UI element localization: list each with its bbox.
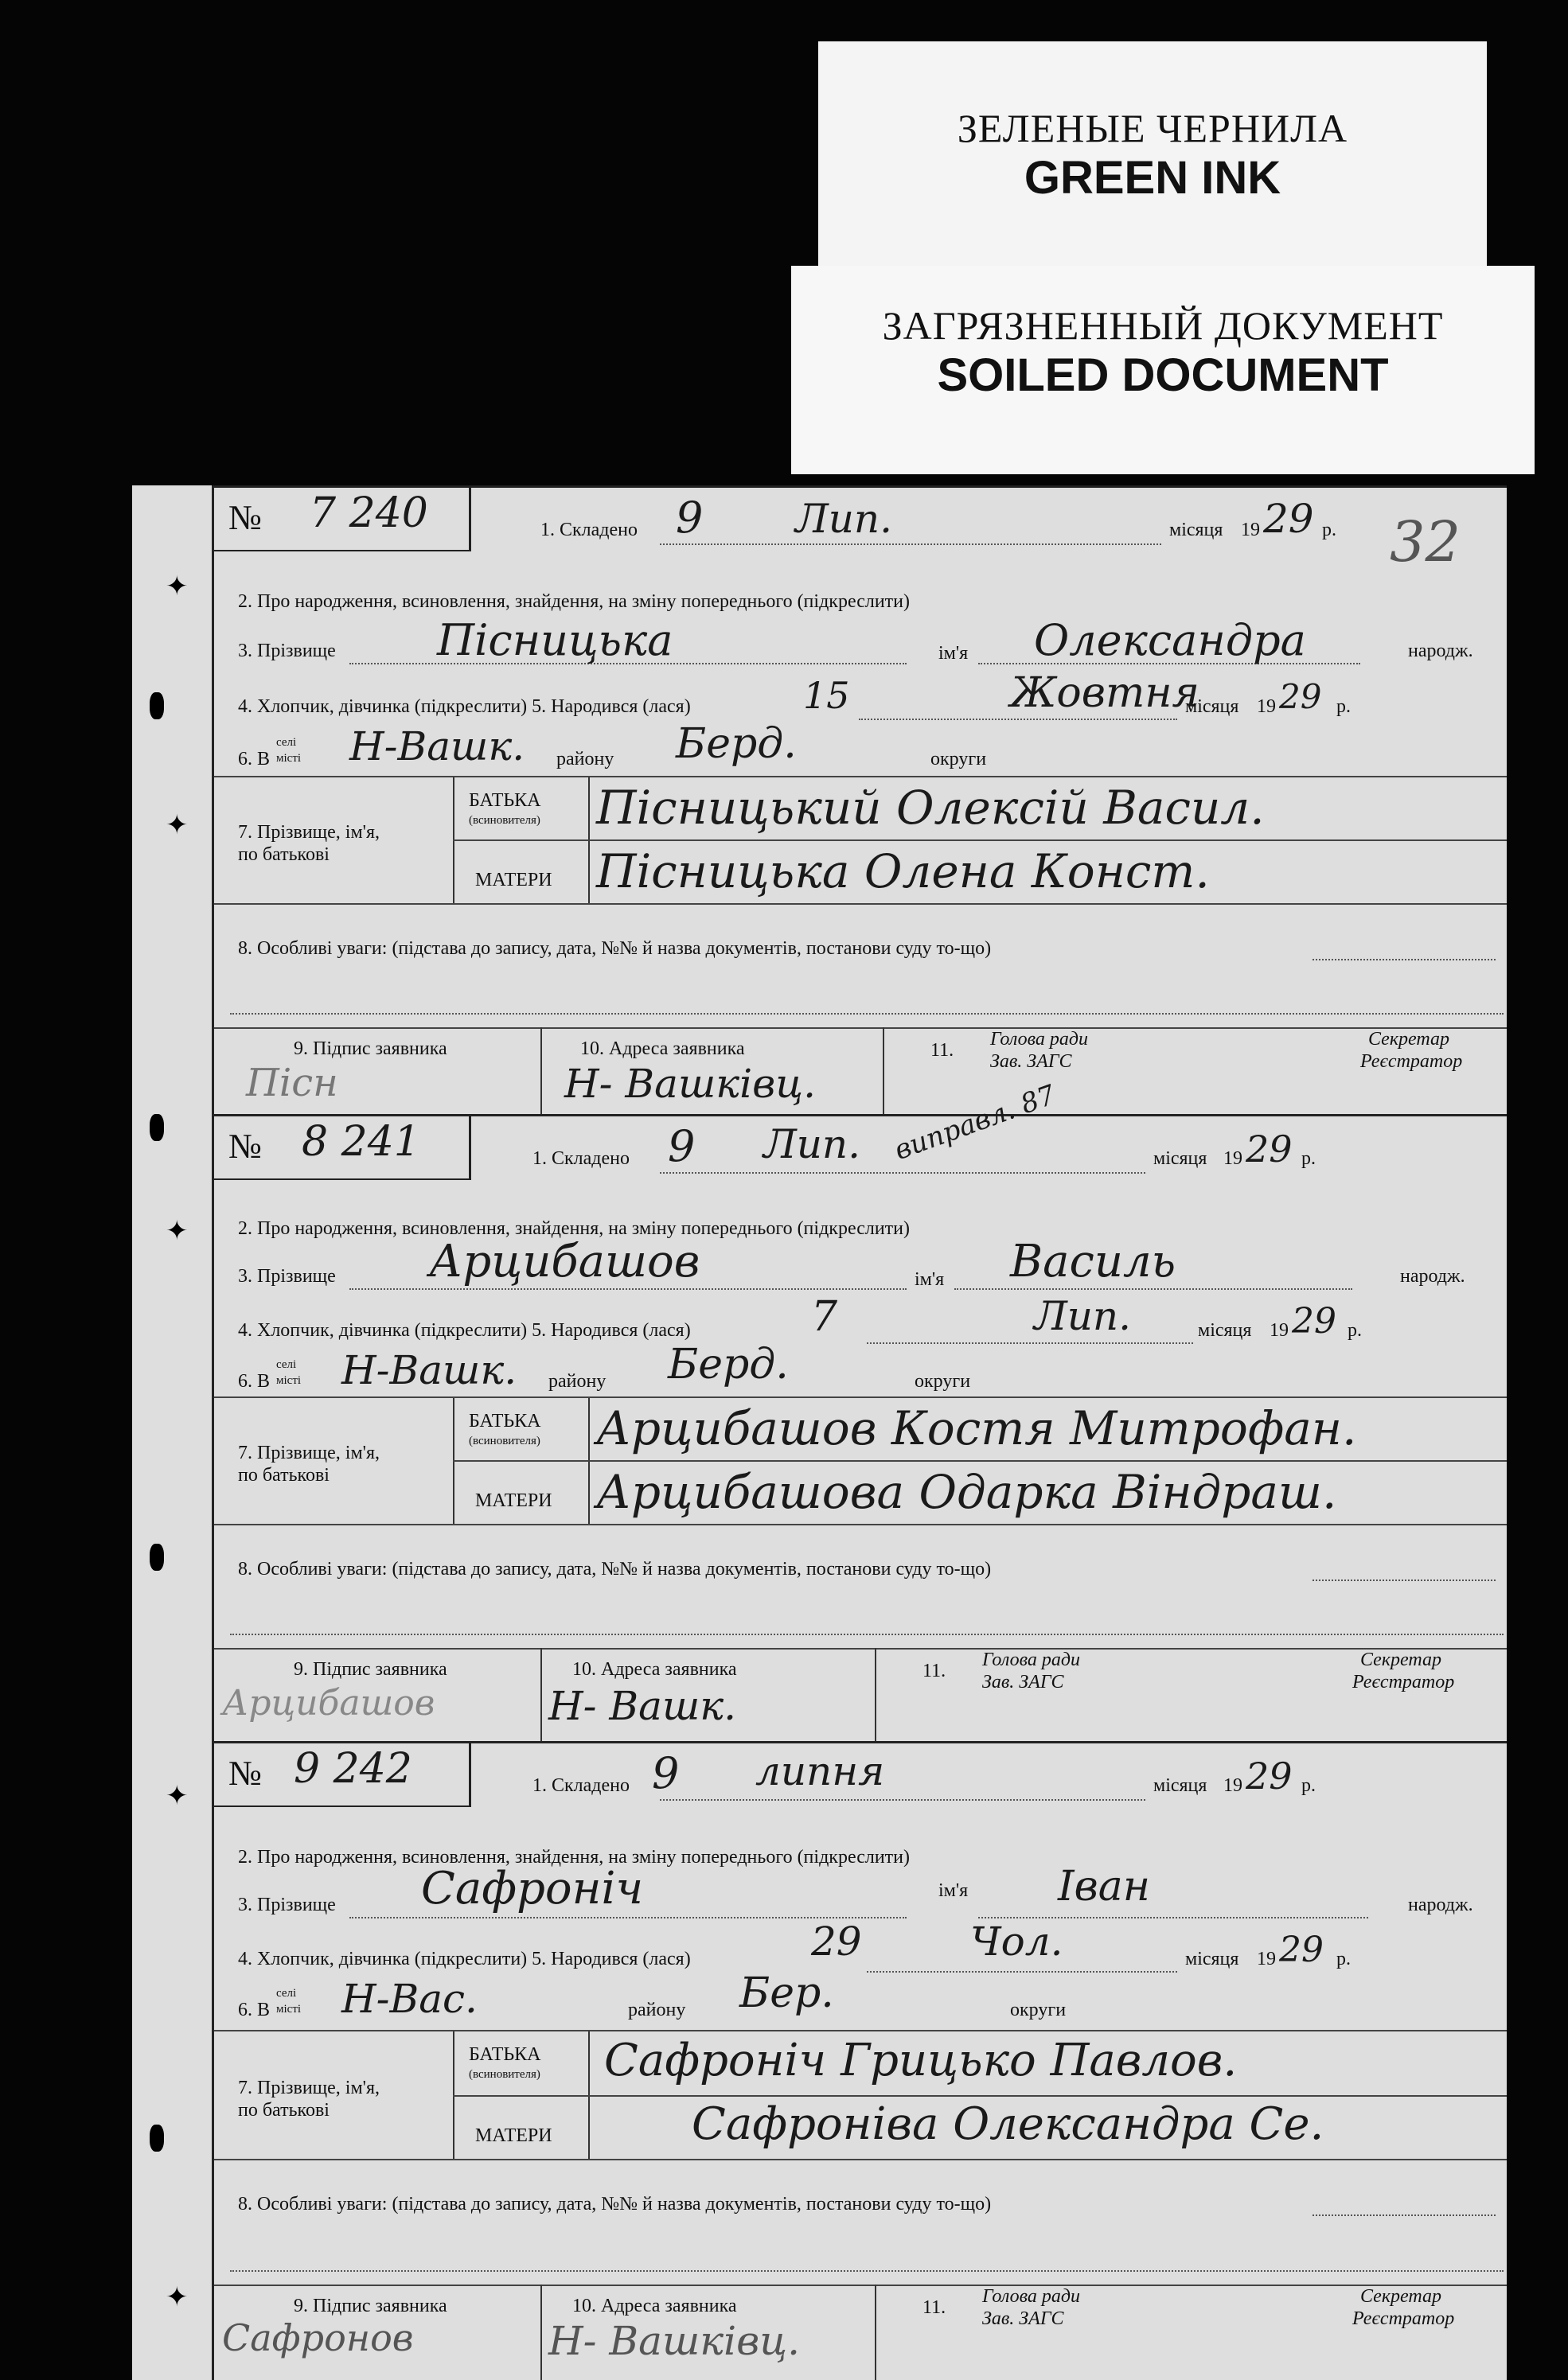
label-patronymic: по батькові [238, 2100, 330, 2121]
soiled-document-label-card [791, 266, 1535, 474]
label-parents: 7. Прізвище, ім'я, [238, 822, 380, 843]
compiled-day: 9 [676, 493, 704, 543]
applicant-signature: Сафронов [222, 2316, 414, 2359]
label-adopter: (всиновителя) [469, 2068, 540, 2081]
label-month: місяця [1153, 1775, 1207, 1796]
birth-year: 29 [1292, 1301, 1336, 1342]
label-gender-born: 4. Хлопчик, дівчинка (підкреслити) 5. Народився (лася) [238, 1949, 691, 1969]
label-place: 6. В [238, 1371, 271, 1392]
label-notes: 8. Особливі уваги: (підстава до запису, дата, №№ й назва документів, постанови суду то-що) [238, 1559, 992, 1580]
label-surname: 3. Прізвище [238, 641, 336, 661]
label-yr: р. [1322, 520, 1336, 540]
mother-name: Сафроніва Олександра Се. [692, 2098, 1324, 2150]
label-year: 19 [1241, 520, 1260, 540]
label-yr: р. [1336, 696, 1351, 717]
label-notes: 8. Особливі уваги: (підстава до запису, дата, №№ й назва документів, постанови суду то-що) [238, 2194, 992, 2214]
label-district: району [556, 749, 614, 769]
label-head: Голова ради [982, 1650, 1080, 1670]
label-registrar: Реєстратор [1352, 1672, 1455, 1692]
label-year: 19 [1257, 696, 1276, 717]
label-adopter: (всиновителя) [469, 1435, 540, 1447]
birth-record-3 [212, 1741, 1507, 2380]
label-born: народж. [1400, 1266, 1465, 1287]
label-okrug: округи [930, 749, 987, 769]
label-year: 19 [1257, 1949, 1276, 1969]
record-number-box [214, 488, 471, 551]
label-father: БАТЬКА [469, 790, 541, 811]
mother-name: Пісницька Олена Конст. [596, 844, 1210, 898]
label-event: 2. Про народження, всиновлення, знайдення, на зміну попереднього (підкреслити) [238, 1218, 910, 1239]
binding-hole-icon [150, 2125, 164, 2152]
number-sign: № [228, 498, 262, 537]
label-secretary: Секретар [1368, 1029, 1450, 1050]
binding-star-icon: ✦ [166, 1780, 189, 1812]
label-registrar: Реєстратор [1360, 1051, 1463, 1072]
label-compiled: 1. Складено [540, 520, 638, 540]
page-mark: 32 [1390, 509, 1461, 575]
label-month: місяця [1169, 520, 1223, 540]
label-address: 10. Адреса заявника [580, 1038, 745, 1059]
applicant-address: Н- Вашк. [548, 1683, 737, 1729]
record-number-box [214, 1116, 471, 1180]
label-village: селі [276, 736, 297, 749]
label-event: 2. Про народження, всиновлення, знайдення, на зміну попереднього (підкреслити) [238, 591, 910, 612]
label-gender-born: 4. Хлопчик, дівчинка (підкреслити) 5. Народився (лася) [238, 696, 691, 717]
label-surname: 3. Прізвище [238, 1266, 336, 1287]
label-secretary: Секретар [1360, 1650, 1442, 1670]
compiled-year: 29 [1246, 1755, 1293, 1798]
label-head: Голова ради [982, 2286, 1080, 2307]
district: Берд. [676, 720, 797, 768]
village: Н-Вашк. [349, 723, 525, 769]
applicant-address: Н- Вашківц. [548, 2318, 801, 2364]
label-district: району [628, 2000, 686, 2020]
label-notes: 8. Особливі уваги: (підстава до запису, дата, №№ й назва документів, постанови суду то-що) [238, 938, 992, 959]
label-mother: МАТЕРИ [475, 2125, 552, 2146]
register-sheet [132, 485, 1507, 2380]
label-name: ім'я [915, 1269, 945, 1290]
label-town: місті [276, 752, 302, 765]
label-name: ім'я [938, 643, 969, 664]
label-okrug: округи [915, 1371, 971, 1392]
label-compiled: 1. Складено [532, 1148, 630, 1169]
compiled-month: Лип. [763, 1121, 861, 1167]
label-district: району [548, 1371, 607, 1392]
label-zags: Зав. ЗАГС [990, 1051, 1072, 1072]
label-officials: 11. [922, 1661, 946, 1681]
number-sign: № [228, 1127, 262, 1166]
birth-day: 15 [803, 674, 850, 717]
given-name: Василь [1010, 1236, 1176, 1287]
village: Н-Вашк. [341, 1347, 517, 1393]
number-sign: № [228, 1754, 262, 1793]
birth-month: Жовтня [1010, 669, 1199, 717]
label-place: 6. В [238, 749, 271, 769]
compiled-month: Лип. [795, 496, 893, 542]
label-okrug: округи [1010, 2000, 1067, 2020]
compiled-day: 9 [652, 1748, 680, 1798]
label-yr: р. [1348, 1320, 1362, 1341]
label-yr: р. [1301, 1775, 1316, 1796]
label-adopter: (всиновителя) [469, 814, 540, 827]
birth-year: 29 [1279, 677, 1322, 716]
label-address: 10. Адреса заявника [572, 1659, 737, 1680]
binding-hole-icon [150, 692, 164, 719]
label-signature: 9. Підпис заявника [294, 1659, 447, 1680]
label-month: місяця [1198, 1320, 1252, 1341]
compiled-day: 9 [668, 1121, 696, 1171]
label-year: 19 [1270, 1320, 1289, 1341]
label-year: 19 [1223, 1775, 1242, 1796]
label-event: 2. Про народження, всиновлення, знайдення, на зміну попереднього (підкреслити) [238, 1847, 910, 1868]
record-number: 8 241 [302, 1118, 420, 1166]
label-place: 6. В [238, 2000, 271, 2020]
record-number: 9 242 [294, 1745, 412, 1793]
label-town: місті [276, 2003, 302, 2016]
label-address: 10. Адреса заявника [572, 2296, 737, 2316]
margin-correction-note: виправл. 87 [890, 1078, 1060, 1167]
label-month: місяця [1185, 696, 1239, 717]
label-village: селі [276, 1987, 297, 2000]
mother-name: Арцибашова Одарка Віндраш. [596, 1465, 1337, 1519]
label-father: БАТЬКА [469, 2044, 541, 2065]
compiled-month: липня [755, 1748, 885, 1794]
label-name: ім'я [938, 1880, 969, 1901]
label-town: місті [276, 1374, 302, 1387]
label-month: місяця [1153, 1148, 1207, 1169]
label-zags: Зав. ЗАГС [982, 2308, 1064, 2329]
applicant-signature: Пісн [246, 1061, 338, 1105]
green-ink-label-card [818, 41, 1487, 268]
label-officials: 11. [922, 2297, 946, 2318]
record-number: 7 240 [310, 489, 428, 537]
label-gender-born: 4. Хлопчик, дівчинка (підкреслити) 5. Народився (лася) [238, 1320, 691, 1341]
village: Н-Вас. [341, 1976, 478, 2022]
birth-day: 7 [811, 1293, 838, 1341]
label-month: місяця [1185, 1949, 1239, 1969]
label-yr: р. [1301, 1148, 1316, 1169]
label-officials: 11. [930, 1040, 954, 1061]
label-patronymic: по батькові [238, 1465, 330, 1486]
label-patronymic: по батькові [238, 844, 330, 865]
label-yr: р. [1336, 1949, 1351, 1969]
father-name: Пісницький Олексій Васил. [596, 781, 1265, 835]
birth-month: Чол. [970, 1918, 1063, 1965]
label-secretary: Секретар [1360, 2286, 1442, 2307]
surname: Пісницька [437, 615, 673, 665]
label-parents: 7. Прізвище, ім'я, [238, 1443, 380, 1463]
soiled-document-ru: ЗАГРЯЗНЕННЫЙ ДОКУМЕНТ [882, 303, 1444, 348]
birth-month: Лип. [1034, 1293, 1132, 1339]
label-compiled: 1. Складено [532, 1775, 630, 1796]
label-year: 19 [1223, 1148, 1242, 1169]
binding-star-icon: ✦ [166, 809, 189, 841]
given-name: Іван [1058, 1863, 1151, 1911]
label-village: селі [276, 1358, 297, 1371]
soiled-document-en: SOILED DOCUMENT [937, 349, 1389, 401]
given-name: Олександра [1034, 615, 1306, 665]
birth-year: 29 [1279, 1930, 1324, 1970]
birth-day: 29 [811, 1918, 862, 1965]
father-name: Сафроніч Грицько Павлов. [604, 2035, 1238, 2086]
label-parents: 7. Прізвище, ім'я, [238, 2078, 380, 2098]
green-ink-en: GREEN INK [1024, 152, 1281, 204]
label-mother: МАТЕРИ [475, 870, 552, 890]
label-zags: Зав. ЗАГС [982, 1672, 1064, 1692]
surname: Арцибашов [429, 1236, 700, 1287]
label-mother: МАТЕРИ [475, 1490, 552, 1511]
label-registrar: Реєстратор [1352, 2308, 1455, 2329]
binding-hole-icon [150, 1544, 164, 1571]
birth-record-1 [212, 485, 1507, 1115]
compiled-year: 29 [1246, 1128, 1293, 1171]
applicant-address: Н- Вашківц. [564, 1061, 817, 1107]
label-signature: 9. Підпис заявника [294, 2296, 447, 2316]
district: Берд. [668, 1341, 789, 1389]
compiled-year: 29 [1263, 496, 1314, 542]
label-surname: 3. Прізвище [238, 1895, 336, 1915]
binding-hole-icon [150, 1114, 164, 1141]
binding-star-icon: ✦ [166, 571, 189, 602]
father-name: Арцибашов Костя Митрофан. [596, 1401, 1357, 1455]
label-born: народж. [1408, 1895, 1473, 1915]
label-father: БАТЬКА [469, 1411, 541, 1432]
binding-star-icon: ✦ [166, 1215, 189, 1247]
label-head: Голова ради [990, 1029, 1088, 1050]
label-signature: 9. Підпис заявника [294, 1038, 447, 1059]
label-born: народж. [1408, 641, 1473, 661]
district: Бер. [739, 1969, 834, 2017]
surname: Сафроніч [421, 1863, 644, 1915]
applicant-signature: Арцибашов [222, 1683, 435, 1724]
green-ink-ru: ЗЕЛЕНЫЕ ЧЕРНИЛА [957, 106, 1348, 150]
binding-star-icon: ✦ [166, 2281, 189, 2313]
record-number-box [214, 1743, 471, 1807]
